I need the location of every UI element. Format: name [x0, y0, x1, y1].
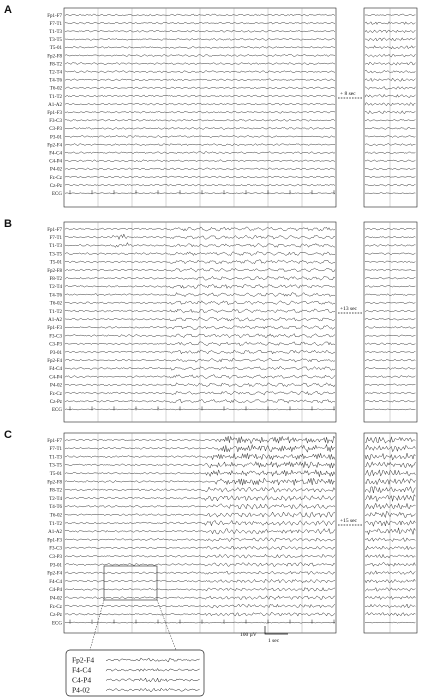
eeg-trace-continuation [365, 495, 415, 502]
channel-label: Fp1-F3 [47, 538, 62, 544]
eeg-trace-continuation [365, 22, 415, 25]
zoom-source-box [104, 566, 157, 600]
eeg-panel-b [4, 218, 417, 422]
eeg-trace-continuation [365, 367, 415, 369]
channel-label: T1-T3 [49, 455, 62, 461]
eeg-trace-continuation [365, 168, 415, 170]
zoom-channel-label: C4-P4 [72, 675, 92, 685]
eeg-trace-continuation [365, 604, 415, 608]
channel-label: P4-02 [50, 383, 62, 389]
eeg-trace-continuation [365, 588, 415, 592]
eeg-trace-continuation [365, 409, 415, 410]
eeg-trace-continuation [365, 384, 415, 386]
zoom-inset [66, 566, 204, 696]
eeg-trace-continuation [365, 14, 415, 16]
eeg-panels [4, 4, 417, 633]
eeg-trace-continuation [365, 78, 415, 81]
eeg-trace-continuation [365, 310, 415, 312]
eeg-trace-continuation [365, 351, 415, 353]
eeg-trace-continuation [365, 94, 415, 97]
eeg-trace-continuation [365, 453, 415, 460]
eeg-trace-continuation [365, 612, 415, 616]
eeg-trace-continuation [365, 184, 415, 186]
channel-label: C4-P4 [49, 588, 62, 594]
eeg-trace-continuation [365, 392, 415, 394]
channel-label: T4-T6 [49, 293, 62, 299]
eeg-trace-continuation [365, 269, 415, 271]
channel-label: P3-01 [50, 350, 62, 356]
channel-label: A1-A2 [48, 102, 62, 108]
eeg-trace-continuation [365, 176, 415, 177]
eeg-trace-continuation [365, 622, 415, 623]
channel-label: Fp2-F4 [47, 143, 62, 149]
eeg-trace-continuation [365, 119, 415, 121]
channel-label: T3-T5 [49, 252, 62, 258]
channel-label: ECG [52, 192, 62, 197]
eeg-trace-continuation [365, 327, 415, 329]
channel-label: Cz-Pz [49, 183, 62, 189]
zoom-channel-label: Fp2-F4 [72, 655, 95, 665]
channel-label: Fp2-F4 [47, 359, 62, 364]
eeg-trace-continuation [365, 62, 415, 65]
channel-label: A1-A2 [48, 318, 62, 323]
eeg-trace-continuation [365, 160, 415, 162]
channel-label: T1-T2 [49, 521, 62, 527]
eeg-trace-continuation [365, 193, 415, 194]
eeg-trace-continuation [365, 277, 415, 279]
channel-label: Fp2-F8 [47, 268, 62, 274]
channel-label: T5-01 [49, 472, 62, 477]
channel-label: Fp2-F8 [47, 480, 62, 486]
channel-label: F4-C4 [49, 151, 62, 157]
eeg-trace-continuation [365, 318, 415, 320]
channel-label: C3-P3 [49, 555, 62, 560]
eeg-trace-continuation [365, 54, 415, 57]
panel-letter: A [4, 4, 12, 16]
channel-label: T1-T2 [49, 309, 62, 315]
eeg-trace-continuation [365, 335, 415, 336]
eeg-trace-continuation [365, 521, 415, 527]
eeg-trace-continuation [365, 261, 415, 263]
eeg-trace-continuation [365, 144, 415, 146]
eeg-trace-continuation [365, 359, 415, 361]
eeg-trace-continuation [365, 46, 415, 49]
channel-label: T1-T2 [49, 94, 62, 100]
eeg-trace-continuation [365, 111, 415, 114]
panel-letter: B [4, 218, 12, 230]
channel-label: F8-T2 [49, 277, 62, 282]
channel-label: T2-T4 [49, 285, 62, 291]
eeg-trace-continuation [365, 244, 415, 246]
channel-label: Cz-Pz [49, 400, 62, 405]
eeg-panel-a [4, 4, 417, 207]
eeg-trace-continuation [365, 70, 415, 73]
time-gap-label: + 8 sec [340, 91, 356, 97]
channel-label: F8-T2 [49, 488, 62, 494]
channel-label: P4-02 [50, 596, 62, 602]
channel-label: T6-02 [49, 86, 62, 92]
channel-label: F8-T2 [49, 62, 62, 68]
eeg-trace-continuation [365, 437, 415, 443]
eeg-trace-continuation [365, 343, 415, 345]
eeg-trace-continuation [365, 30, 415, 33]
channel-label: P4-02 [50, 167, 62, 173]
channel-label: ECG [52, 621, 62, 627]
channel-label: Fp1-F3 [47, 111, 62, 116]
channel-label: F7-T1 [49, 21, 62, 27]
channel-label: Fp2-F4 [47, 571, 62, 577]
channel-label: T3-T5 [49, 38, 62, 44]
channel-label: F3-C3 [49, 334, 62, 340]
continuation-trace-frame [364, 222, 417, 422]
channel-label: C4-P4 [49, 159, 62, 165]
channel-label: Fp1-F7 [47, 438, 62, 444]
channel-label: F7-T1 [49, 236, 62, 241]
channel-label: T5-01 [49, 46, 62, 52]
channel-label: F7-T1 [49, 447, 62, 453]
eeg-trace-continuation [365, 294, 415, 296]
eeg-trace-continuation [365, 470, 415, 476]
eeg-trace-continuation [365, 285, 415, 287]
channel-label: T4-T6 [49, 505, 62, 511]
eeg-trace-continuation [365, 462, 415, 468]
eeg-trace-continuation [365, 236, 415, 238]
channel-label: T2-T4 [49, 496, 62, 502]
channel-label: C4-P4 [49, 375, 62, 381]
eeg-trace-continuation [365, 579, 415, 583]
channel-label: Fp1-F7 [47, 227, 62, 233]
channel-label: T6-02 [49, 513, 62, 519]
channel-label: T3-T5 [49, 463, 62, 469]
eeg-trace-continuation [365, 546, 415, 550]
scale-amplitude-label: 100 µV [240, 632, 257, 638]
eeg-trace-continuation [365, 528, 415, 535]
eeg-trace-continuation [365, 228, 415, 230]
channel-label: T5-01 [49, 260, 62, 266]
channel-label: Fp2-F8 [47, 54, 62, 60]
panel-letter: C [4, 429, 12, 441]
eeg-trace-continuation [365, 478, 415, 484]
channel-label: T6-02 [49, 301, 62, 307]
channel-label: P3-01 [50, 135, 62, 141]
time-gap-label: +15 sec [340, 518, 357, 524]
eeg-trace-continuation [365, 253, 415, 255]
eeg-trace-continuation [365, 554, 415, 558]
eeg-trace-continuation [365, 136, 415, 138]
eeg-trace-continuation [365, 38, 415, 41]
channel-label: T4-T6 [49, 78, 62, 84]
channel-label: A1-A2 [48, 530, 62, 536]
channel-label: F4-C4 [49, 367, 62, 373]
eeg-trace-continuation [365, 152, 415, 154]
eeg-trace-continuation [365, 563, 415, 567]
eeg-trace-continuation [365, 103, 415, 106]
eeg-panel-c [4, 429, 417, 633]
channel-label: F3-C3 [49, 546, 62, 552]
channel-label: T1-T3 [49, 30, 62, 35]
channel-label: Fp1-F7 [47, 13, 62, 19]
eeg-trace-continuation [365, 400, 415, 402]
zoom-connector [90, 600, 104, 650]
channel-label: C3-P3 [49, 127, 62, 133]
eeg-trace-continuation [365, 487, 415, 493]
channel-label: C3-P3 [49, 342, 62, 348]
zoom-channel-label: P4-02 [72, 685, 90, 695]
channel-label: F4-C4 [49, 579, 62, 585]
eeg-trace-continuation [365, 511, 415, 517]
time-gap-label: +13 sec [340, 306, 357, 312]
channel-label: ECG [52, 408, 62, 414]
eeg-trace-continuation [365, 538, 415, 542]
eeg-trace-continuation [365, 376, 415, 378]
eeg-trace-continuation [365, 127, 415, 129]
scale-bar [240, 626, 288, 644]
channel-label: T2-T4 [49, 70, 62, 76]
zoom-channel-label: F4-C4 [72, 665, 92, 675]
channel-label: Fp1-F3 [47, 326, 62, 332]
eeg-trace-continuation [365, 87, 415, 90]
eeg-trace-continuation [365, 503, 415, 509]
channel-label: F3-C3 [49, 119, 62, 125]
eeg-trace-continuation [365, 445, 415, 451]
eeg-trace-continuation [365, 571, 415, 575]
channel-label: Cz-Pz [49, 613, 62, 619]
channel-label: T1-T3 [49, 244, 62, 250]
eeg-trace-continuation [365, 302, 415, 304]
eeg-trace-continuation [365, 596, 415, 600]
channel-label: Fz-Cz [49, 175, 62, 181]
channel-label: Fz-Cz [49, 604, 62, 610]
zoom-connector [157, 600, 176, 650]
channel-label: P3-01 [50, 563, 62, 569]
scale-time-label: 1 sec [268, 638, 280, 644]
channel-label: Fz-Cz [49, 391, 62, 397]
